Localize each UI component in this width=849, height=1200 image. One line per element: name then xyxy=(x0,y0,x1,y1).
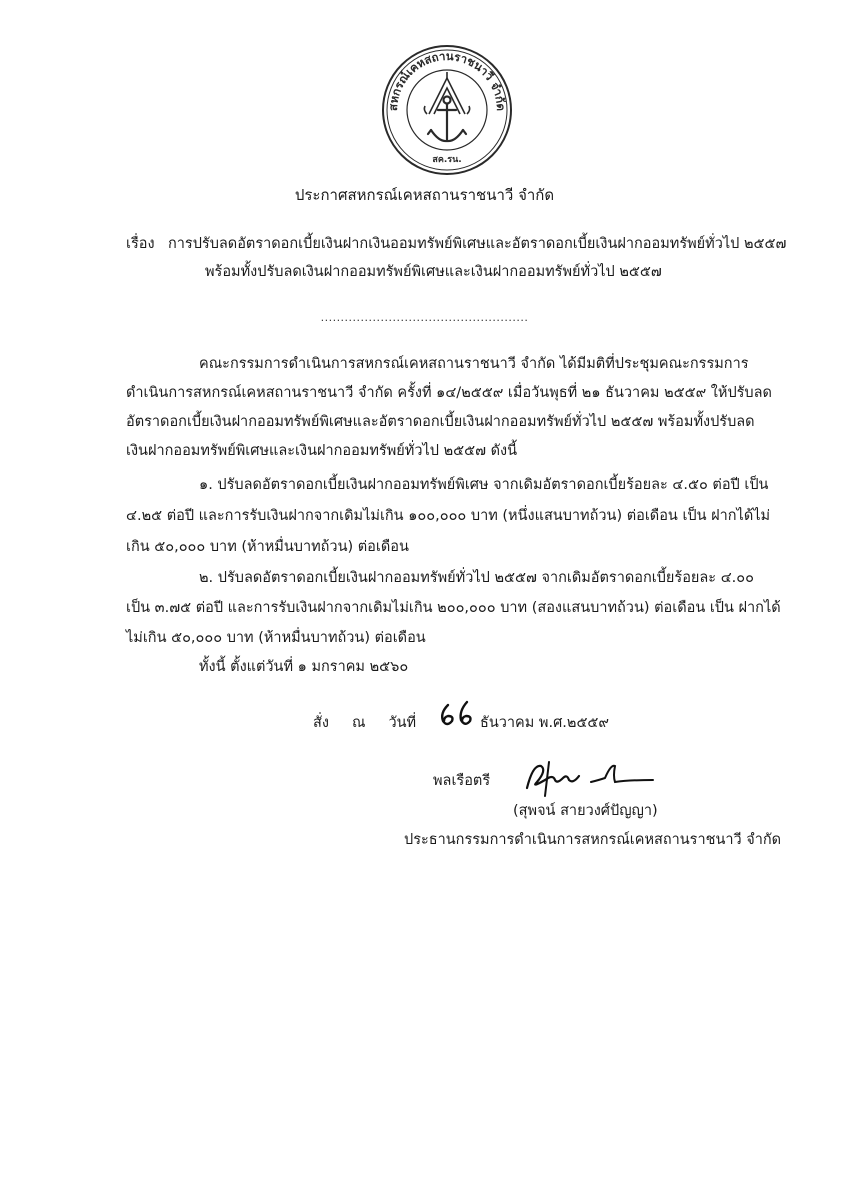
item-1-line: ๑. ปรับลดอัตราดอกเบี้ยเงินฝากออมทรัพย์พิเศษ จากเดิมอัตราดอกเบี้ยร้อยละ ๔.๕๐ ต่อปี เป็น xyxy=(199,477,769,493)
dateline-prefix: สั่ง ณ วันที่ xyxy=(313,715,417,731)
announcement-title: ประกาศสหกรณ์เคหสถานราชนาวี จำกัด xyxy=(294,186,555,204)
dateline-suffix: ธันวาคม พ.ศ.๒๕๕๙ xyxy=(480,715,610,731)
cooperative-seal xyxy=(381,44,513,176)
intro-line: อัตราดอกเบี้ยเงินฝากออมทรัพย์พิเศษและอัตราดอกเบี้ยเงินฝากออมทรัพย์ทั่วไป ๒๕๕๗ พร้อมทั้งปรับลด xyxy=(126,414,755,430)
seal-abbrev: สค.รน. xyxy=(432,155,462,165)
item-2-line: ไม่เกิน ๕๐,๐๐๐ บาท (ห้าหมื่นบาทถ้วน) ต่อเดือน xyxy=(126,630,426,646)
intro-line: เงินฝากออมทรัพย์พิเศษและเงินฝากออมทรัพย์ทั่วไป ๒๕๕๗ ดังนี้ xyxy=(126,443,518,459)
item-2-line: ๒. ปรับลดอัตราดอกเบี้ยเงินฝากออมทรัพย์ทั่วไป ๒๕๕๗ จากเดิมอัตราดอกเบี้ยร้อยละ ๔.๐๐ xyxy=(199,570,754,586)
item-1-line: เกิน ๕๐,๐๐๐ บาท (ห้าหมื่นบาทถ้วน) ต่อเดือน xyxy=(126,539,409,555)
signer-position: ประธานกรรมการดำเนินการสหกรณ์เคหสถานราชนาวี จำกัด xyxy=(404,832,782,848)
signer-rank: พลเรือตรี xyxy=(433,773,491,789)
intro-line: ดำเนินการสหกรณ์เคหสถานราชนาวี จำกัด ครั้งที่ ๑๔/๒๕๕๙ เมื่อวันพุธที่ ๒๑ ธันวาคม ๒๕๕๙ ให้ปรับลด xyxy=(126,385,772,401)
dotted-divider: .................................................... xyxy=(320,311,529,324)
signer-name: (สุพจน์ สายวงศ์ปัญญา) xyxy=(513,803,658,819)
subject-line-2: พร้อมทั้งปรับลดเงินฝากออมทรัพย์พิเศษและเงินฝากออมทรัพย์ทั่วไป ๒๕๕๗ xyxy=(205,264,662,280)
intro-line: คณะกรรมการดำเนินการสหกรณ์เคหสถานราชนาวี จำกัด ได้มีมติที่ประชุมคณะกรรมการ xyxy=(199,356,749,372)
subject-line-1: การปรับลดอัตราดอกเบี้ยเงินฝากเงินออมทรัพย์พิเศษและอัตราดอกเบี้ยเงินฝากออมทรัพย์ทั่วไป ๒๕๕๗ xyxy=(168,236,787,252)
item-2-line: เป็น ๓.๗๕ ต่อปี และการรับเงินฝากจากเดิมไม่เกิน ๒๐๐,๐๐๐ บาท (สองแสนบาทถ้วน) ต่อเดือน เป็น ฝากได้ xyxy=(126,600,781,616)
effective-date: ทั้งนี้ ตั้งแต่วันที่ ๑ มกราคม ๒๕๖๐ xyxy=(199,659,409,675)
handwritten-signature xyxy=(519,758,659,798)
svg-text:สหกรณ์เคหสถานราชนาวี จำกัด: สหกรณ์เคหสถานราชนาวี จำกัด xyxy=(385,48,509,112)
item-1-line: ๔.๒๕ ต่อปี และการรับเงินฝากจากเดิมไม่เกิน ๑๐๐,๐๐๐ บาท (หนึ่งแสนบาทถ้วน) ต่อเดือน เป็น ฝากได้ไม่ xyxy=(126,508,771,524)
subject-label: เรื่อง xyxy=(126,236,155,252)
handwritten-day xyxy=(438,699,476,729)
